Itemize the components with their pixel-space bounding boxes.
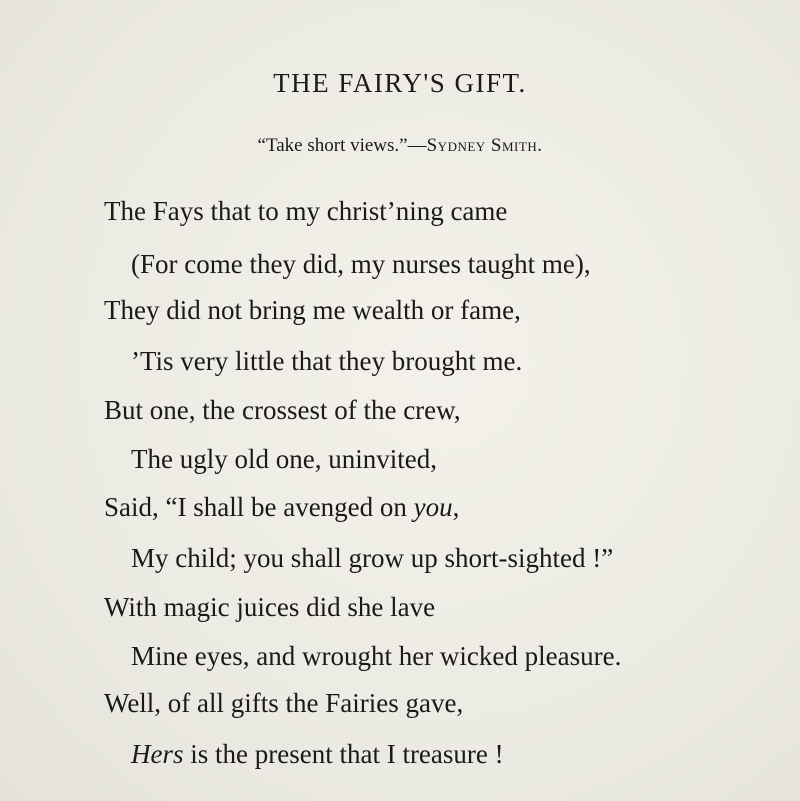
poem-line bbox=[131, 251, 591, 278]
poem-line-text: Said, “I shall be avenged on bbox=[104, 492, 414, 522]
epigraph-quote: “Take short views.”— bbox=[257, 135, 427, 156]
poem-line-text: (For come they did, my nurses taught me), bbox=[131, 249, 591, 279]
poem-line bbox=[104, 397, 461, 424]
poem-line bbox=[131, 348, 522, 375]
poem-line-emphasis: you bbox=[413, 492, 453, 522]
poem-line bbox=[104, 297, 521, 324]
poem-line bbox=[131, 446, 437, 473]
poem-line bbox=[104, 198, 507, 225]
poem-line bbox=[131, 643, 621, 670]
poem-line-text: Well, of all gifts the Fairies gave, bbox=[104, 688, 464, 718]
poem-line bbox=[104, 494, 459, 521]
poem-line bbox=[104, 690, 463, 717]
poem-line-text: ’Tis very little that they brought me. bbox=[131, 346, 523, 376]
poem-line bbox=[104, 594, 435, 621]
epigraph-author: Sydney Smith. bbox=[426, 135, 543, 156]
poem-line-text: My child; you shall grow up short-sighted !” bbox=[131, 543, 614, 573]
poem-line-text: The Fays that to my christ’ning came bbox=[104, 196, 508, 226]
poem-line-emphasis: Hers bbox=[131, 739, 184, 769]
poem-line-text: is the present that I treasure ! bbox=[183, 739, 504, 769]
poem-line-text: With magic juices did she lave bbox=[104, 592, 436, 622]
poem-line-text: They did not bring me wealth or fame, bbox=[104, 295, 521, 325]
poem-line bbox=[131, 741, 504, 768]
poem-title: THE FAIRY'S GIFT. bbox=[273, 68, 527, 98]
poem-line-text: The ugly old one, uninvited, bbox=[131, 444, 437, 474]
poem-line bbox=[131, 545, 613, 572]
poem-line-text: Mine eyes, and wrought her wicked pleasure. bbox=[131, 641, 622, 671]
poem-line-text: But one, the crossest of the crew, bbox=[104, 395, 461, 425]
poem-line-text: , bbox=[452, 492, 460, 522]
